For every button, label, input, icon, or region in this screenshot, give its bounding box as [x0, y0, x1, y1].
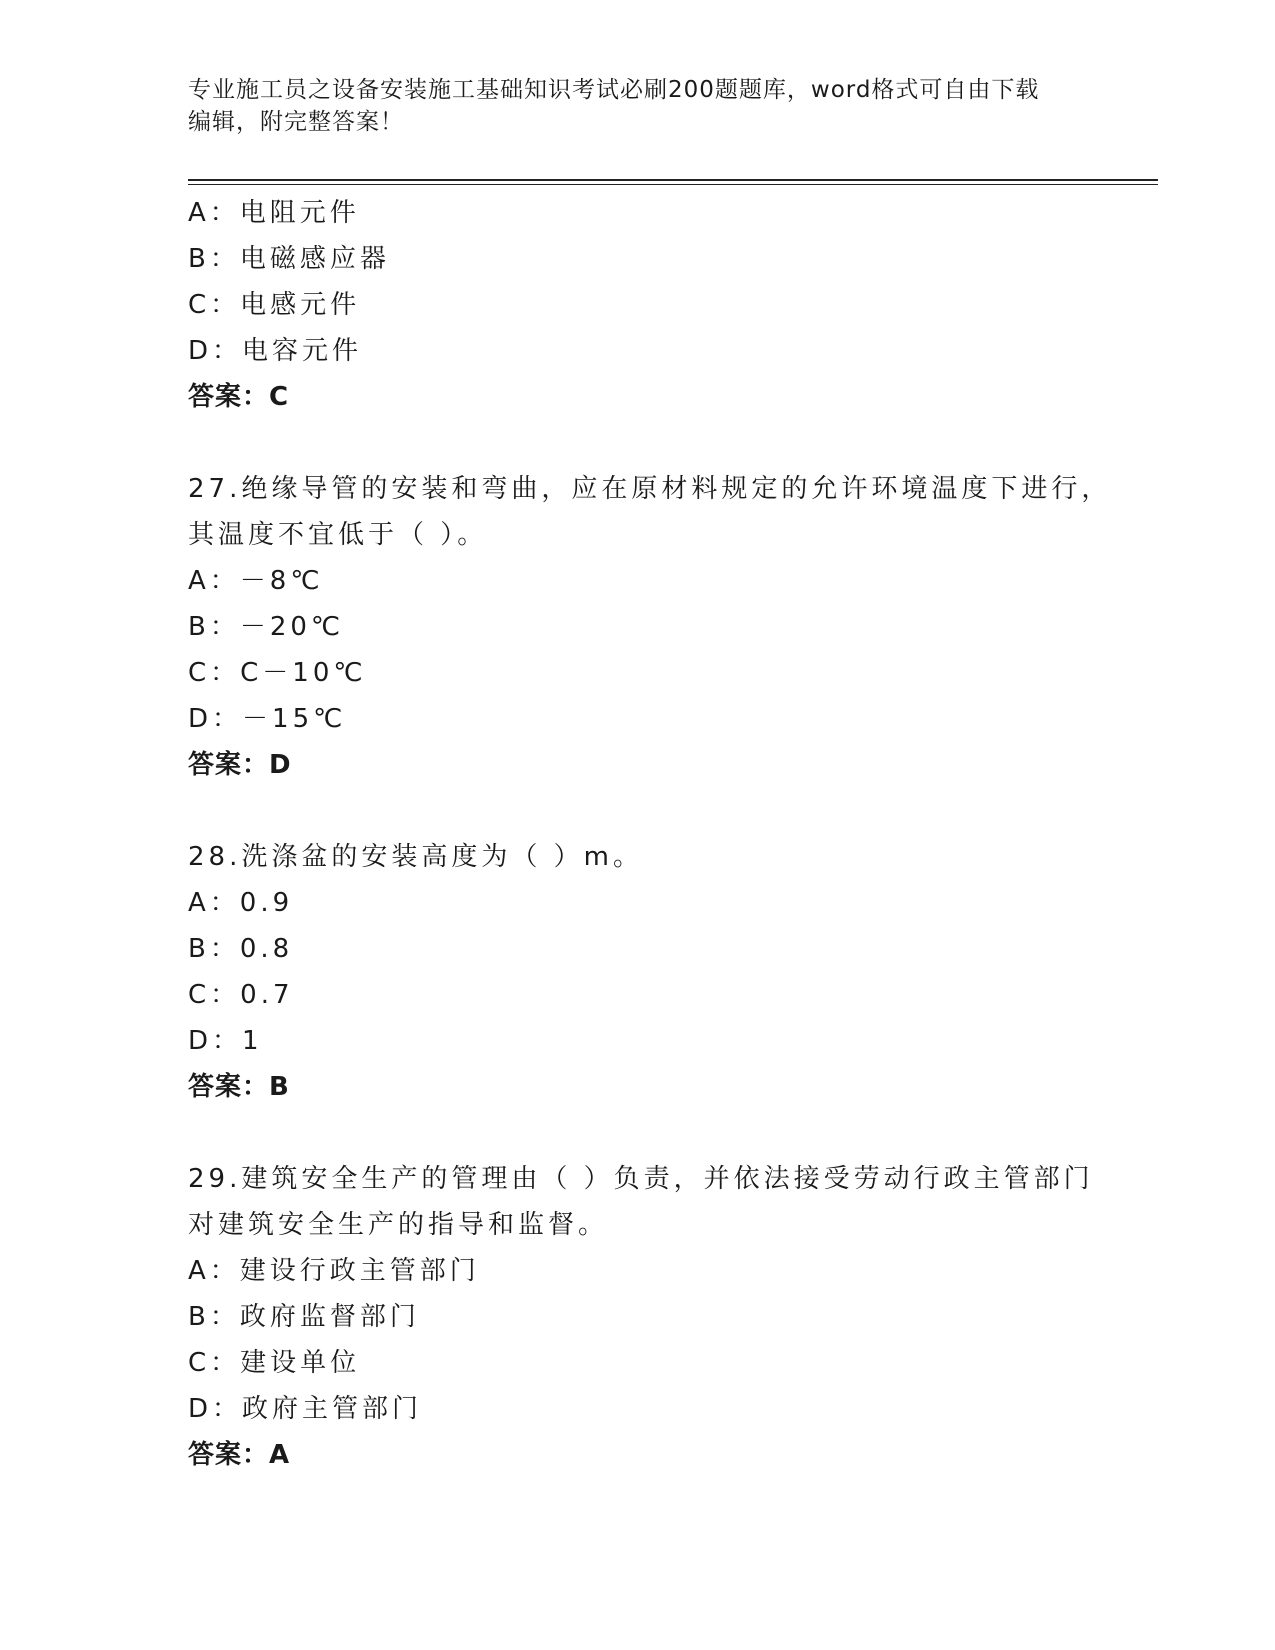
header-line-2: 编辑，附完整答案！ [188, 109, 404, 135]
option-d: D：－15℃ [188, 704, 347, 734]
question-28 [188, 834, 1088, 1110]
question-text-line-2: 其温度不宜低于（ ）。 [188, 520, 488, 550]
option-a: A：建设行政主管部门 [188, 1256, 480, 1286]
question-text-line-2: 对建筑安全生产的指导和监督。 [188, 1210, 609, 1240]
header-divider-thin [188, 184, 1158, 185]
header-divider [188, 179, 1158, 181]
option-d: D：电容元件 [188, 336, 363, 366]
answer: 答案：A [188, 1440, 291, 1470]
question-26 [188, 190, 1088, 420]
answer: 答案：C [188, 382, 290, 412]
question-text-line-1: 29.建筑安全生产的管理由（ ）负责，并依法接受劳动行政主管部门 [188, 1164, 1094, 1194]
question-text-line-1: 28.洗涤盆的安装高度为（ ）m。 [188, 842, 643, 872]
option-b: B：－20℃ [188, 612, 345, 642]
question-text-line-1: 27.绝缘导管的安装和弯曲，应在原材料规定的允许环境温度下进行， [188, 474, 1112, 504]
option-a: A：电阻元件 [188, 198, 360, 228]
answer: 答案：B [188, 1072, 290, 1102]
option-b: B：电磁感应器 [188, 244, 390, 274]
option-d: D：1 [188, 1026, 263, 1056]
document-header [188, 74, 1068, 138]
option-a: A：0.9 [188, 888, 294, 918]
option-c: C：电感元件 [188, 290, 361, 320]
option-d: D：政府主管部门 [188, 1394, 423, 1424]
option-b: B：0.8 [188, 934, 294, 964]
question-27 [188, 466, 1112, 788]
question-list [188, 190, 1112, 1478]
option-c: C：建设单位 [188, 1348, 361, 1378]
question-29 [188, 1156, 1094, 1478]
answer: 答案：D [188, 750, 292, 780]
option-c: C：C－10℃ [188, 658, 367, 688]
header-line-1: 专业施工员之设备安装施工基础知识考试必刷200题题库，word格式可自由下载 [188, 77, 1040, 103]
option-b: B：政府监督部门 [188, 1302, 420, 1332]
option-c: C：0.7 [188, 980, 294, 1010]
option-a: A：－8℃ [188, 566, 324, 596]
